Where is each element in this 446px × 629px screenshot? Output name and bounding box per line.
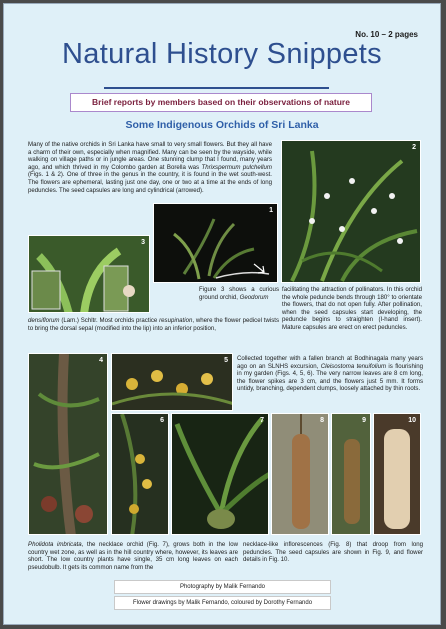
species-pholidota: Pholidota imbricata — [28, 541, 82, 548]
resupination-text: facilitating the attraction of pollinators. In this orchid the whole peduncle bends through 180° to orientate the flowers, that do not open fully. After pollination, when the seed capsules start developing, the peduncle begins to straighten (I-hand insert). Mature capsules are erect on erect peduncles. — [282, 286, 422, 331]
figure-number: 2 — [412, 144, 416, 151]
figure-number: 8 — [320, 417, 324, 424]
species-thrixspermum: Thrixspermum pulchellum — [201, 163, 272, 171]
necklace-text: necklace-like inflorescences (Fig. 8) that droop from long peduncles. The seed capsules are shown in Fig. 9, and flower details in Fig. 10. — [243, 541, 423, 564]
figure-number: 3 — [141, 239, 145, 246]
intro-text-a: Many of the native orchids in Sri Lanka have small to very small flowers. But they all have a charm of their own, especially when magnified. Many can be seen by the wayside, while walking on village paths or in jungle areas. One stunning clump that I found, many years ago, and which thrived in my Colombo garden at Borella was — [28, 141, 272, 171]
species-densiflorum: densiflorum — [28, 317, 60, 324]
figure-1-photo — [153, 203, 278, 283]
cleisostoma-lead: Collected together with a fallen branch at Bodhinagala many years ago on an SLNHS excursion, — [237, 355, 423, 370]
article-subtitle: Some Indigenous Orchids of Sri Lanka — [125, 119, 319, 131]
cleisostoma-text: is flourishing in my garden (Figs. 4, 5, 6). The very narrow leaves are 8 cm long, the flower spikes are 3 cm, and the flowers just 5 mm. It forms untidy, branching, dependent clumps, loosely attached by thin roots. — [237, 362, 423, 393]
tree-branch-illustration — [29, 354, 108, 535]
page-title: Natural History Snippets — [62, 38, 382, 70]
geodorum-text-b: , where the flower pedicel twists to bring the dorsal sepal (modified into the lip) into an inferior position, — [28, 317, 279, 332]
figure-5-photo — [111, 353, 233, 411]
pholidota-text: , the necklace orchid (Fig. 7), grows both in the low country wet zone, as well as in the hill country where, however, its leaves are short. The low country plants have single, 35 cm long leaves on each pseudobulb. It gets its common name from the — [28, 541, 238, 571]
issue-number: No. 10 – 2 pages — [355, 30, 418, 39]
paragraph-geodorum — [199, 286, 279, 301]
paragraph-necklace — [243, 541, 423, 564]
flower-detail-illustration — [374, 414, 421, 535]
figure-number: 7 — [260, 417, 264, 424]
drawing-credit: Flower drawings by Malik Fernando, coloured by Dorothy Fernando — [114, 596, 331, 610]
figure-number: 4 — [99, 357, 103, 364]
tagline: Brief reports by members based on their observations of nature — [70, 93, 372, 112]
figure-4-photo — [28, 353, 108, 535]
geodorum-text-a: (Lam.) Schltr. Most orchids practice — [59, 317, 160, 324]
seed-capsule-illustration — [332, 414, 371, 535]
flowering-orchid-illustration — [282, 141, 421, 283]
paragraph-pholidota — [28, 541, 238, 571]
figure-number: 1 — [269, 207, 273, 214]
figure-9-photo — [331, 413, 371, 535]
figure-3-photo — [28, 235, 150, 313]
paragraph-geodorum-cont — [28, 317, 279, 332]
yellow-flowers-illustration — [112, 354, 233, 411]
photo-credit: Photography by Malik Fernando — [114, 580, 331, 594]
figure-8-photo — [271, 413, 329, 535]
necklace-orchid-plant-illustration — [172, 414, 269, 535]
intro-text-b: (Figs. 1 & 2). One of three in the genus in the country, it is found in the wet south-west. The flowers are ephemeral, lasting just one day, one or two at a time at the ends of long peduncles. The seed capsules are long and cylindrical (arrowed). — [28, 171, 272, 194]
paragraph-cleisostoma — [237, 355, 423, 393]
figure-6-photo — [111, 413, 169, 535]
species-cleisostoma: Cleisostoma tenuifolium — [320, 362, 387, 370]
flower-spike-illustration — [112, 414, 169, 535]
figure-2-photo — [281, 140, 421, 283]
term-resupination: resupination — [159, 317, 193, 324]
paragraph-intro — [28, 141, 272, 194]
newsletter-page — [3, 3, 441, 625]
figure-number: 6 — [160, 417, 164, 424]
figure-10-photo — [373, 413, 421, 535]
orchid-clump-illustration — [154, 204, 278, 283]
figure-number: 5 — [224, 357, 228, 364]
title-divider — [104, 87, 329, 89]
figure-number: 10 — [408, 417, 416, 424]
ground-orchid-illustration — [29, 236, 150, 313]
geodorum-lead: Figure 3 shows a curious ground orchid, — [199, 286, 279, 301]
genus-geodorum: Geodorum — [239, 293, 269, 301]
figure-7-photo — [171, 413, 269, 535]
necklace-inflorescence-illustration — [272, 414, 329, 535]
paragraph-resupination — [282, 286, 422, 332]
figure-number: 9 — [362, 417, 366, 424]
